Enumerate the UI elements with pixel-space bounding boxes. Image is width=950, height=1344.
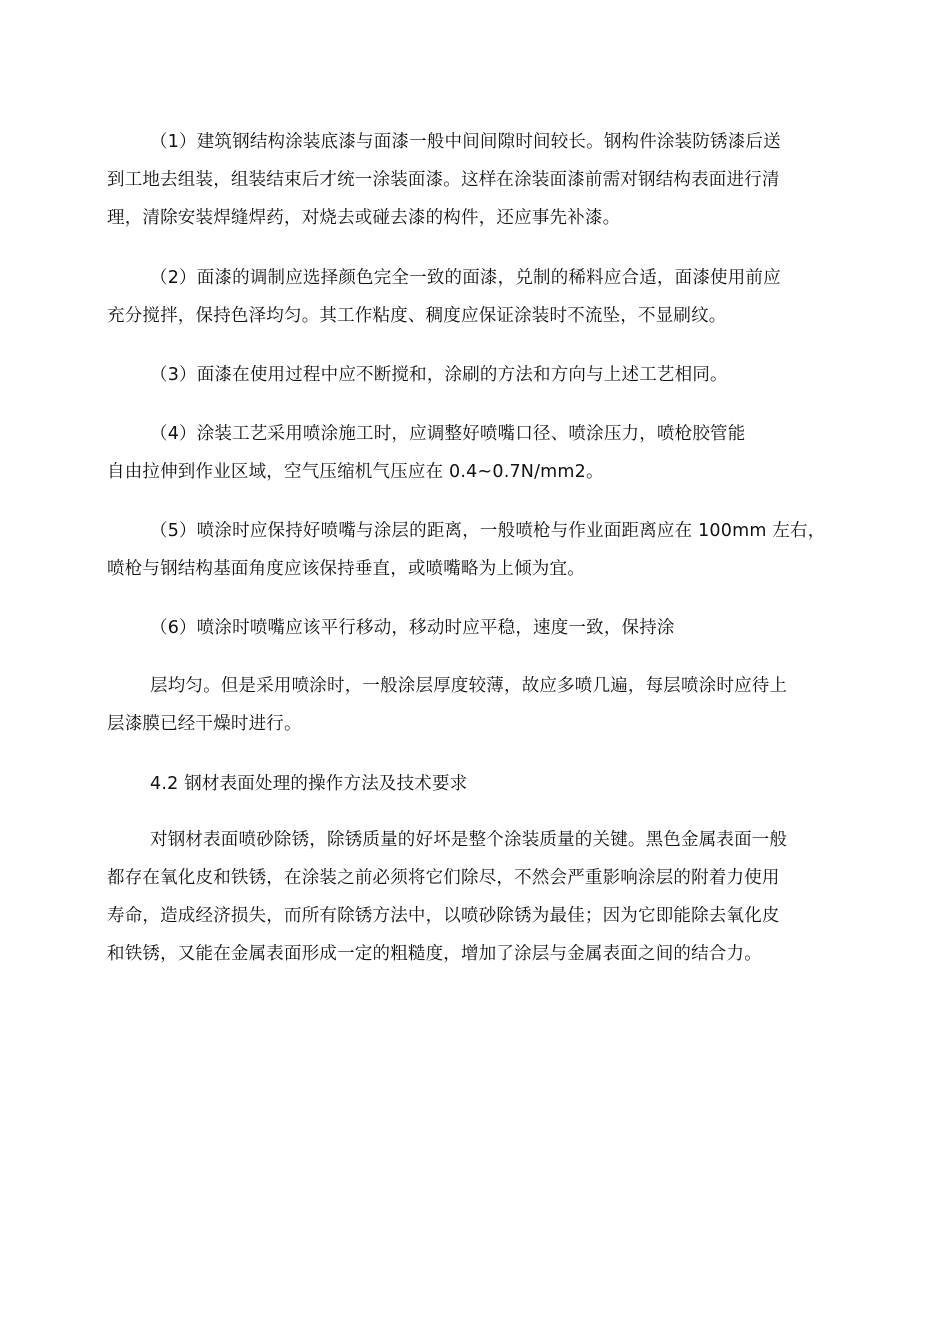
paragraph-7-line-3: 寿命，造成经济损失，而所有除锈方法中，以喷砂除锈为最佳；因为它即能除去氧化皮	[107, 906, 780, 926]
paragraph-4-line-1: （4）涂装工艺采用喷涂施工时，应调整好喷嘴口径、喷涂压力，喷枪胶管能	[150, 424, 746, 444]
paragraph-7-line-4: 和铁锈，又能在金属表面形成一定的粗糙度，增加了涂层与金属表面之间的结合力。	[107, 944, 762, 964]
paragraph-6-line-2: 层均匀。但是采用喷涂时，一般涂层厚度较薄，故应多喷几遍，每层喷涂时应待上	[150, 676, 788, 696]
paragraph-2-line-1: （2）面漆的调制应选择颜色完全一致的面漆，兑制的稀料应合适，面漆使用前应	[150, 268, 781, 288]
paragraph-4-line-2: 自由拉伸到作业区域，空气压缩机气压应在 0.4~0.7N/mm2。	[107, 462, 604, 482]
section-heading: 4.2 钢材表面处理的操作方法及技术要求	[150, 774, 468, 794]
paragraph-1-line-1: （1）建筑钢结构涂装底漆与面漆一般中间间隙时间较长。钢构件涂装防锈漆后送	[150, 132, 781, 152]
paragraph-2-line-2: 充分搅拌，保持色泽均匀。其工作粘度、稠度应保证涂装时不流坠，不显刷纹。	[107, 306, 727, 326]
paragraph-6-line-3: 层漆膜已经干燥时进行。	[107, 714, 302, 734]
paragraph-5-line-2: 喷枪与钢结构基面角度应该保持垂直，或喷嘴略为上倾为宜。	[107, 559, 585, 579]
paragraph-3-line-1: （3）面漆在使用过程中应不断搅和，涂刷的方法和方向与上述工艺相同。	[150, 365, 728, 385]
paragraph-1-line-3: 理，清除安装焊缝焊药，对烧去或碰去漆的构件，还应事先补漆。	[107, 208, 621, 228]
paragraph-7-line-2: 都存在氧化皮和铁锈，在涂装之前必须将它们除尽，不然会严重影响涂层的附着力使用	[107, 868, 780, 888]
paragraph-5-line-1: （5）喷涂时应保持好喷嘴与涂层的距离，一般喷枪与作业面距离应在 100mm 左右，	[150, 521, 826, 541]
paragraph-1-line-2: 到工地去组装，组装结束后才统一涂装面漆。这样在涂装面漆前需对钢结构表面进行清	[107, 170, 780, 190]
paragraph-7-line-1: 对钢材表面喷砂除锈，除锈质量的好坏是整个涂装质量的关键。黑色金属表面一般	[150, 830, 788, 850]
paragraph-6-line-1: （6）喷涂时喷嘴应该平行移动，移动时应平稳，速度一致，保持涂	[150, 618, 675, 638]
